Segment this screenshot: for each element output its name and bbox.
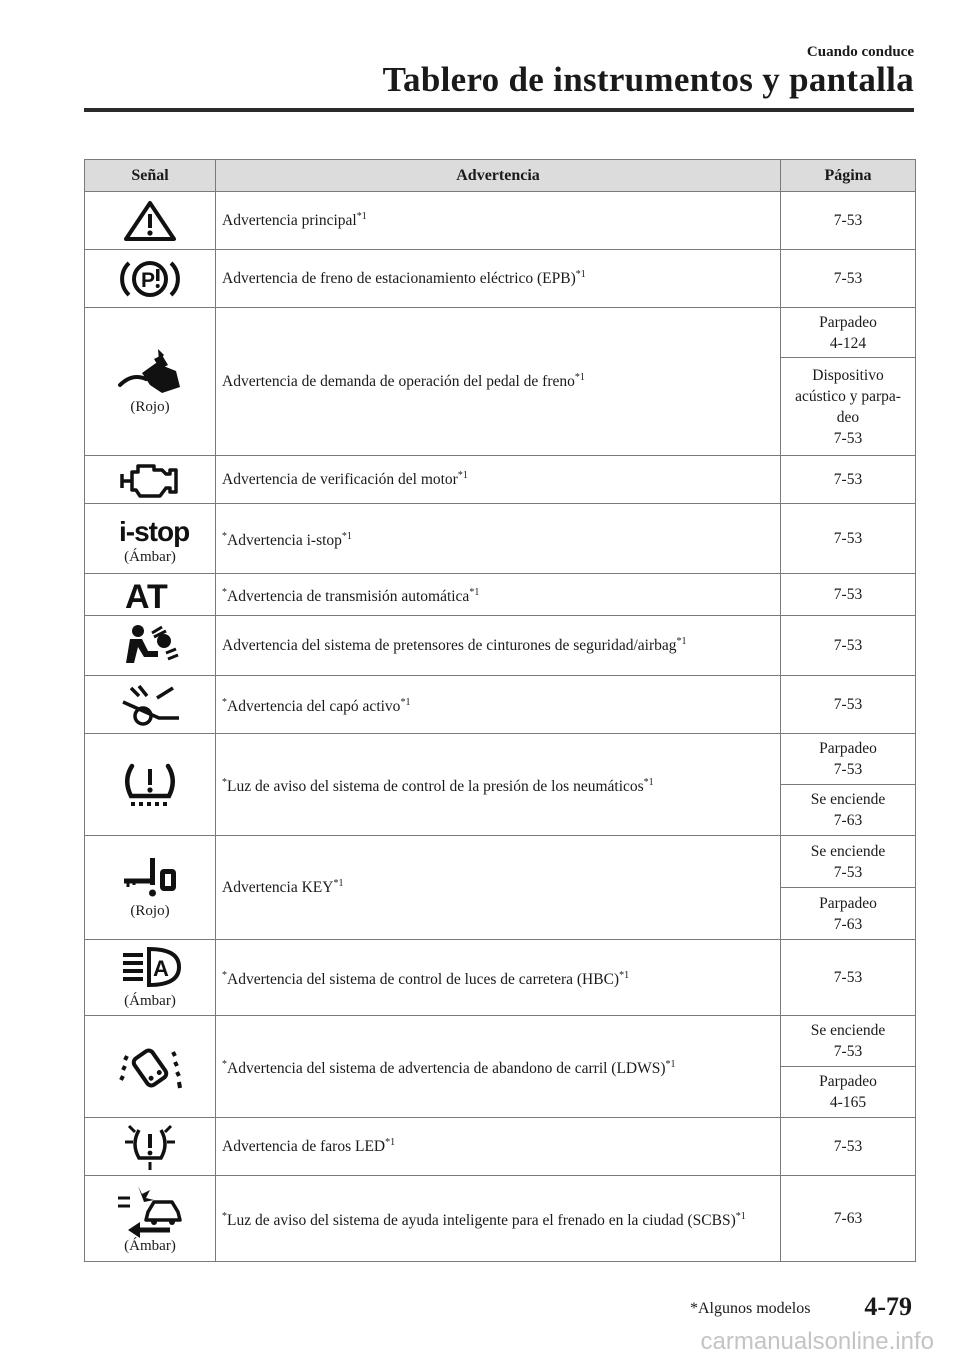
signal-color-label: (Rojo)	[130, 903, 170, 919]
page-reference-cell: 7-53	[781, 1118, 916, 1176]
signal-cell	[85, 1118, 216, 1176]
footnote-marker: *1	[574, 371, 585, 383]
warning-description-cell	[216, 940, 781, 1016]
table-row	[85, 504, 916, 574]
footnote-marker: *1	[575, 268, 586, 280]
some-models-marker: *	[222, 969, 227, 981]
footnote-marker: *1	[341, 530, 352, 542]
some-models-marker: *	[222, 776, 227, 788]
footnote-some-models: *Algunos modelos	[690, 1300, 811, 1317]
page-reference-cell: 7-53	[781, 504, 916, 574]
warning-description: Advertencia principal	[222, 211, 357, 229]
footnote-marker: *1	[643, 776, 654, 788]
footnote-marker: *1	[469, 586, 480, 598]
warning-description: Advertencia del capó activo	[227, 697, 401, 715]
signal-cell	[85, 574, 216, 616]
active-bonnet-icon	[85, 684, 215, 726]
tpms-icon	[85, 762, 215, 808]
signal-color-label: (Ámbar)	[124, 1238, 176, 1254]
page-reference-cell: Parpadeo 4-124	[781, 308, 916, 358]
warning-description: Advertencia de verificación del motor	[222, 470, 458, 488]
warning-description-cell	[216, 1118, 781, 1176]
signal-cell	[85, 836, 216, 940]
page-reference-cell: Dispositivo acústico y parpa- deo 7-53	[781, 358, 916, 456]
warning-description: Advertencia i-stop	[227, 531, 342, 549]
warning-description-cell	[216, 1016, 781, 1118]
warning-description: Advertencia de transmisión automática	[227, 587, 470, 605]
footnote-marker: *1	[735, 1210, 746, 1222]
master-warning-icon	[85, 200, 215, 242]
led-headlight-icon	[85, 1122, 215, 1172]
key-warning-icon	[85, 855, 215, 901]
table-row	[85, 1118, 916, 1176]
table-row	[85, 734, 916, 785]
page-number: 4-79	[864, 1292, 912, 1321]
table-row	[85, 836, 916, 888]
footnote-marker: *1	[356, 210, 367, 222]
warning-description-cell	[216, 192, 781, 250]
signal-cell	[85, 1176, 216, 1262]
table-row	[85, 250, 916, 308]
warning-description-cell	[216, 308, 781, 456]
hbc-icon	[85, 945, 215, 991]
table-row	[85, 308, 916, 358]
column-header-page: Página	[781, 160, 916, 192]
signal-cell	[85, 456, 216, 504]
some-models-marker: *	[222, 696, 227, 708]
warning-description: Advertencia del sistema de control de luces de carretera (HBC)	[227, 970, 620, 988]
table-row	[85, 192, 916, 250]
at-icon	[85, 577, 215, 616]
page-reference-cell: 7-53	[781, 676, 916, 734]
page-reference-cell: Parpadeo 7-63	[781, 888, 916, 940]
page-reference-cell: Parpadeo 7-53	[781, 734, 916, 785]
page-reference-cell: 7-53	[781, 616, 916, 676]
page-reference-cell: 7-63	[781, 1176, 916, 1262]
page-reference-cell: Se enciende 7-63	[781, 785, 916, 836]
footnote-marker: *1	[385, 1136, 396, 1148]
section-title: Cuando conduce	[806, 44, 914, 60]
page-title: Tablero de instrumentos y pantalla	[382, 60, 914, 99]
warning-description-cell	[216, 836, 781, 940]
table-row	[85, 1016, 916, 1067]
warning-description: Advertencia del sistema de advertencia de abandono de carril (LDWS)	[227, 1059, 666, 1077]
signal-cell	[85, 1016, 216, 1118]
footnote-marker: *1	[619, 969, 630, 981]
signal-cell	[85, 734, 216, 836]
warning-description: Advertencia del sistema de pretensores de cinturones de seguridad/airbag	[222, 636, 677, 654]
column-header-warning: Advertencia	[216, 160, 781, 192]
signal-cell	[85, 940, 216, 1016]
epb-warning-icon	[85, 256, 215, 302]
check-engine-icon	[85, 460, 215, 500]
page-reference-cell: 7-53	[781, 192, 916, 250]
some-models-marker: *	[222, 530, 227, 542]
table-header-row	[85, 160, 916, 192]
signal-cell	[85, 308, 216, 456]
warning-table	[84, 159, 916, 1262]
svg-text:AT: AT	[125, 577, 168, 616]
warning-description-cell	[216, 616, 781, 676]
warning-description-cell	[216, 1176, 781, 1262]
i-stop-icon	[85, 511, 215, 547]
signal-color-label: (Ámbar)	[124, 993, 176, 1009]
page-reference-cell: Parpadeo 4-165	[781, 1067, 916, 1118]
column-header-signal: Señal	[85, 160, 216, 192]
footnote-marker: *1	[457, 469, 468, 481]
footnote-marker: *1	[665, 1058, 676, 1070]
page-reference-cell: Se enciende 7-53	[781, 1016, 916, 1067]
warning-description: Advertencia de faros LED	[222, 1137, 386, 1155]
table-row	[85, 676, 916, 734]
table-row	[85, 616, 916, 676]
footnote-marker: *1	[676, 635, 687, 647]
table-row	[85, 456, 916, 504]
svg-text:i-stop: i-stop	[119, 516, 190, 547]
warning-description-cell	[216, 250, 781, 308]
airbag-icon	[85, 623, 215, 669]
footnote-marker: *1	[400, 696, 411, 708]
warning-description-cell	[216, 504, 781, 574]
warning-description-cell	[216, 574, 781, 616]
warning-description: Advertencia de demanda de operación del pedal de freno	[222, 372, 575, 390]
warning-description: Advertencia de freno de estacionamiento eléctrico (EPB)	[222, 269, 576, 287]
footnote-marker: *1	[333, 877, 344, 889]
header-rule	[84, 108, 914, 112]
warning-description-cell	[216, 676, 781, 734]
some-models-marker: *	[222, 1058, 227, 1070]
some-models-marker: *	[222, 586, 227, 598]
svg-text:P: P	[141, 268, 156, 292]
warning-description-cell	[216, 456, 781, 504]
warning-description: Luz de aviso del sistema de control de la presión de los neumáticos	[227, 777, 644, 795]
page-reference-cell: Se enciende 7-53	[781, 836, 916, 888]
page-reference-cell: 7-53	[781, 456, 916, 504]
warning-description-cell	[216, 734, 781, 836]
signal-cell	[85, 676, 216, 734]
table-row	[85, 940, 916, 1016]
ldws-icon	[85, 1042, 215, 1092]
signal-cell	[85, 504, 216, 574]
signal-cell	[85, 616, 216, 676]
page-reference-cell: 7-53	[781, 250, 916, 308]
svg-text:A: A	[153, 956, 169, 981]
warning-description: Luz de aviso del sistema de ayuda inteligente para el frenado en la ciudad (SCBS)	[227, 1211, 736, 1229]
scbs-icon	[85, 1182, 215, 1236]
signal-cell	[85, 192, 216, 250]
watermark: carmanualsonline.info	[700, 1328, 934, 1355]
signal-color-label: (Ámbar)	[124, 549, 176, 565]
some-models-marker: *	[222, 1210, 227, 1222]
page-reference-cell: 7-53	[781, 574, 916, 616]
brake-pedal-icon	[85, 347, 215, 397]
signal-color-label: (Rojo)	[130, 399, 170, 415]
warning-description: Advertencia KEY	[222, 878, 334, 896]
table-row	[85, 574, 916, 616]
page-reference-cell: 7-53	[781, 940, 916, 1016]
signal-cell	[85, 250, 216, 308]
table-row	[85, 1176, 916, 1262]
